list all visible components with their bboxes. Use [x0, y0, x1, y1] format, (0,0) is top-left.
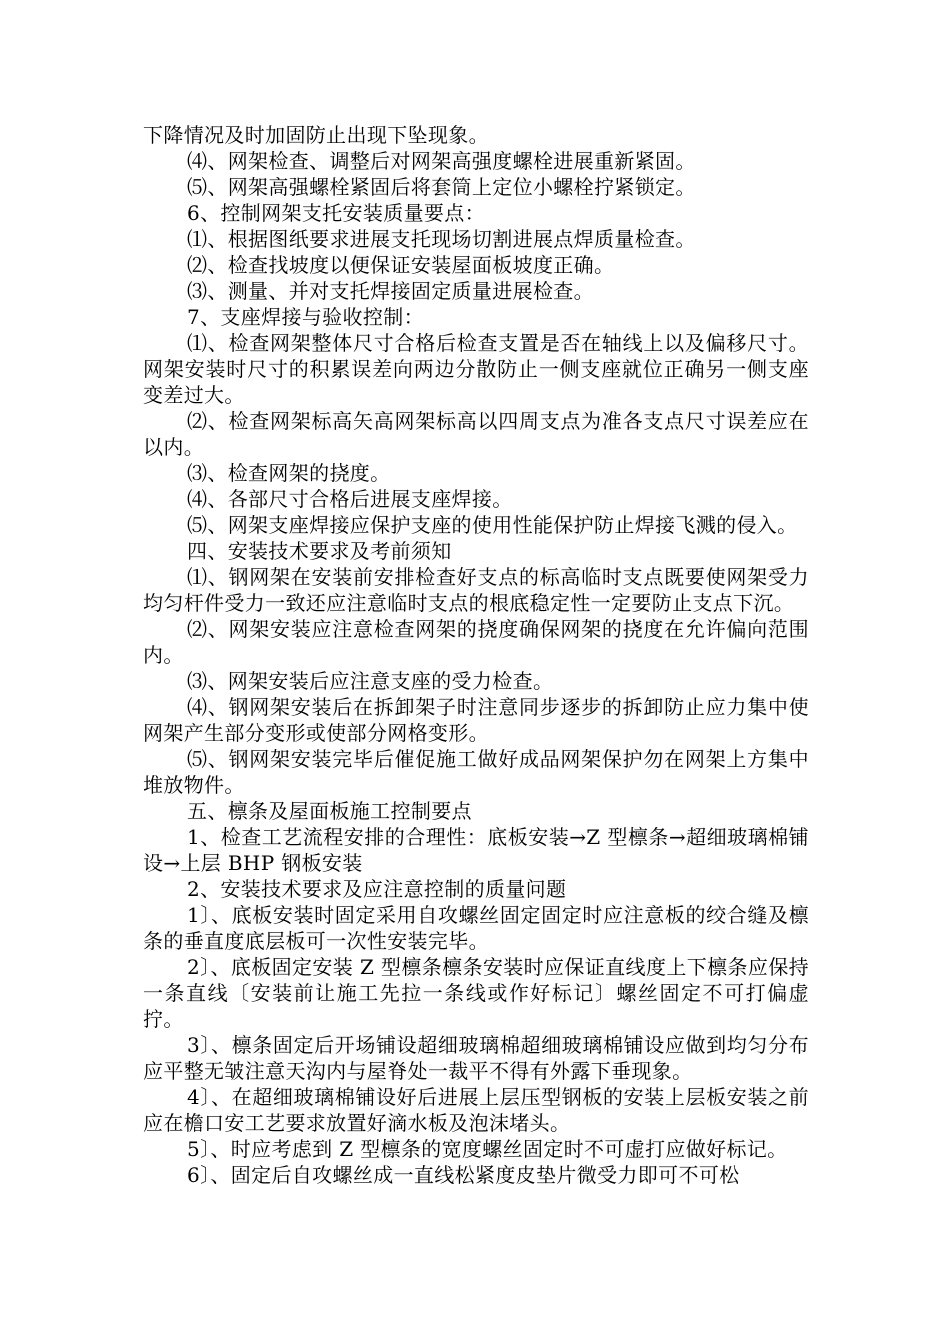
body-paragraph: ⑷、各部尺寸合格后进展支座焊接。 [187, 487, 513, 511]
body-paragraph: ⑵、检查网架标高矢高网架标高以四周支点为准各支点尺寸误差应在以内。 [143, 409, 809, 459]
body-paragraph: 3〕、檩条固定后开场铺设超细玻璃棉超细玻璃棉铺设应做到均匀分布应平整无皱注意天沟内与屋脊处一裁平不得有外露下垂现象。 [143, 1033, 809, 1083]
body-paragraph: ⑷、网架检查、调整后对网架高强度螺栓进展重新紧固。 [187, 149, 696, 173]
body-paragraph: ⑶、测量、并对支托焊接固定质量进展检查。 [187, 279, 594, 303]
body-paragraph: ⑸、网架高强螺栓紧固后将套筒上定位小螺栓拧紧锁定。 [187, 175, 696, 199]
body-paragraph: ⑵、网架安装应注意检查网架的挠度确保网架的挠度在允许偏向范围内。 [143, 617, 809, 667]
body-paragraph: 7、支座焊接与验收控制： [187, 305, 424, 329]
body-paragraph: 5〕、时应考虑到 Z 型檩条的宽度螺丝固定时不可虚打应做好标记。 [187, 1137, 788, 1161]
body-paragraph: 2、安装技术要求及应注意控制的质量问题 [187, 877, 567, 901]
body-paragraph: ⑶、检查网架的挠度。 [187, 461, 391, 485]
body-paragraph: ⑴、钢网架在安装前安排检查好支点的标高临时支点既要使网架受力均匀杆件受力一致还应注意临时支点的根底稳定性一定要防止支点下沉。 [143, 565, 809, 615]
body-paragraph: 1、检查工艺流程安排的合理性：底板安装→Z 型檩条→超细玻璃棉铺设→上层 BHP 钢板安装 [143, 825, 809, 875]
body-paragraph: 1〕、底板安装时固定采用自攻螺丝固定固定时应注意板的绞合缝及檩条的垂直度底层板可一次性安装完毕。 [143, 903, 809, 953]
body-paragraph: ⑸、钢网架安装完毕后催促施工做好成品网架保护勿在网架上方集中堆放物件。 [143, 747, 809, 797]
body-paragraph: 下降情况及时加固防止出现下坠现象。 [143, 123, 489, 147]
body-paragraph: 五、檩条及屋面板施工控制要点 [187, 799, 472, 823]
body-paragraph: 6、控制网架支托安装质量要点： [187, 201, 485, 225]
body-paragraph: ⑷、钢网架安装后在拆卸架子时注意同步逐步的拆卸防止应力集中使网架产生部分变形或使部分网格变形。 [143, 695, 809, 745]
body-paragraph: ⑶、网架安装后应注意支座的受力检查。 [187, 669, 554, 693]
body-paragraph: ⑴、根据图纸要求进展支托现场切割进展点焊质量检查。 [187, 227, 696, 251]
body-paragraph: 6〕、固定后自攻螺丝成一直线松紧度皮垫片微受力即可不可松 [187, 1163, 740, 1187]
body-paragraph: 4〕、在超细玻璃棉铺设好后进展上层压型钢板的安装上层板安装之前应在檐口安工艺要求放置好滴水板及泡沫堵头。 [143, 1085, 809, 1135]
body-paragraph: 四、安装技术要求及考前须知 [187, 539, 452, 563]
body-paragraph: ⑵、检查找坡度以便保证安装屋面板坡度正确。 [187, 253, 615, 277]
body-paragraph: ⑸、网架支座焊接应保护支座的使用性能保护防止焊接飞溅的侵入。 [187, 513, 798, 537]
body-paragraph: 2〕、底板固定安装 Z 型檩条檩条安装时应保证直线度上下檩条应保持一条直线〔安装前让施工先拉一条线或作好标记〕螺丝固定不可打偏虚拧。 [143, 955, 809, 1031]
document-body [143, 122, 809, 1188]
body-paragraph: ⑴、检查网架整体尺寸合格后检查支置是否在轴线上以及偏移尺寸。网架安装时尺寸的积累误差向两边分散防止一侧支座就位正确另一侧支座变差过大。 [143, 331, 809, 407]
